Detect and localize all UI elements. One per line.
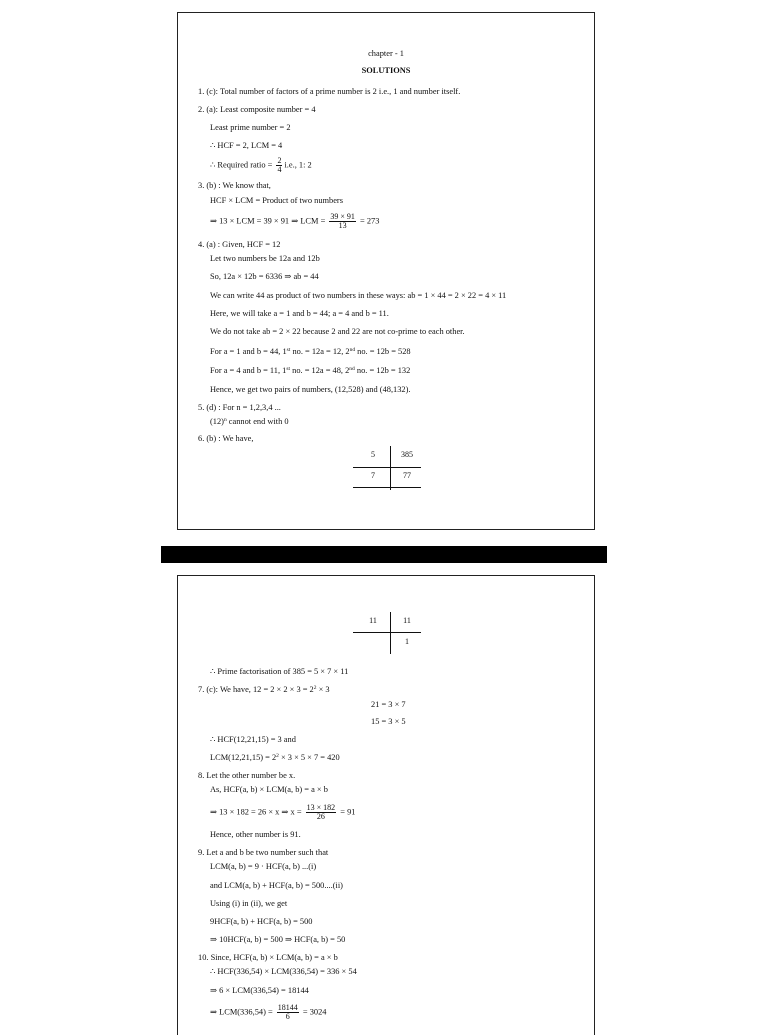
- text-part: (12): [210, 417, 224, 426]
- solution-10-line-3: ⇒ 6 × LCM(336,54) = 18144: [210, 986, 309, 995]
- solution-7-line-3: 15 = 3 × 5: [371, 717, 406, 726]
- solution-4-line-3: So, 12a × 12b = 6336 ⇒ ab = 44: [210, 272, 319, 281]
- solution-2-line-3: ∴ HCF = 2, LCM = 4: [210, 141, 283, 150]
- solution-3-line-1: 3. (b) : We know that,: [198, 181, 271, 190]
- solution-10-line-2: ∴ HCF(336,54) × LCM(336,54) = 336 × 54: [210, 967, 357, 976]
- solution-page-1: [177, 12, 595, 530]
- solution-2-line-4: [210, 157, 312, 174]
- solutions-heading: SOLUTIONS: [361, 66, 411, 75]
- dividend-cell: 385: [401, 450, 413, 459]
- solution-9-line-2: LCM(a, b) = 9 · HCF(a, b) ...(i): [210, 862, 317, 871]
- text-part: no. = 12a = 12, 2: [290, 347, 350, 356]
- solution-6-line-1: 6. (b) : We have,: [198, 434, 254, 443]
- x-fraction: [306, 804, 337, 821]
- superscript: st: [286, 347, 291, 353]
- lcm-fraction: [329, 213, 356, 230]
- solution-3-line-2: HCF × LCM = Product of two numbers: [210, 196, 343, 205]
- solution-9-line-3: and LCM(a, b) + HCF(a, b) = 500....(ii): [210, 881, 343, 890]
- solution-7-line-5: [210, 753, 340, 763]
- solution-8-line-1: 8. Let the other number be x.: [198, 771, 296, 780]
- prime-factorisation-line: ∴ Prime factorisation of 385 = 5 × 7 × 11: [210, 667, 349, 676]
- solution-7-line-4: ∴ HCF(12,21,15) = 3 and: [210, 735, 296, 744]
- solution-9-line-1: 9. Let a and b be two number such that: [198, 848, 329, 857]
- chapter-label: chapter - 1: [368, 49, 404, 58]
- table-rule: [353, 487, 421, 488]
- dividend-cell: 77: [403, 471, 411, 480]
- superscript: nd: [349, 347, 356, 353]
- dividend-cell: 1: [405, 637, 409, 646]
- text-part: × 3: [316, 685, 330, 694]
- text-part: = 91: [340, 807, 356, 817]
- divisor-cell: 7: [371, 471, 375, 480]
- solution-4-line-1: 4. (a) : Given, HCF = 12: [198, 240, 281, 249]
- fraction-numerator: 39 × 91: [330, 212, 355, 221]
- solution-4-line-8: [210, 366, 410, 376]
- text-part: no. = 12b = 528: [355, 347, 411, 356]
- solution-9-line-5: 9HCF(a, b) + HCF(a, b) = 500: [210, 917, 313, 926]
- lcm-fraction: [277, 1004, 299, 1021]
- fraction-denominator: 26: [316, 812, 325, 821]
- solution-4-line-2: Let two numbers be 12a and 12b: [210, 254, 320, 263]
- fraction-denominator: 4: [277, 165, 282, 174]
- text-part: no. = 12b = 132: [354, 366, 411, 375]
- solution-4-line-6: We do not take ab = 2 × 22 because 2 and 22 are not co-prime to each other.: [210, 327, 465, 336]
- text-part: cannot end with 0: [226, 417, 289, 426]
- text-part: × 3 × 5 × 7 = 420: [278, 753, 340, 762]
- solution-4-line-5: Here, we will take a = 1 and b = 44; a = 4 and b = 11.: [210, 309, 389, 318]
- table-rule: [353, 467, 421, 468]
- solution-9-line-4: Using (i) in (ii), we get: [210, 899, 288, 908]
- solution-4-line-4: We can write 44 as product of two numbers in these ways: ab = 1 × 44 = 2 × 22 = 4 × 11: [210, 291, 507, 300]
- solution-1: 1. (c): Total number of factors of a prime number is 2 i.e., 1 and number itself.: [198, 87, 461, 96]
- ratio-text: ∴ Required ratio =: [210, 160, 273, 170]
- divisor-cell: 5: [371, 450, 375, 459]
- text-part: For a = 1 and b = 44, 1: [210, 347, 287, 356]
- solution-2-line-2: Least prime number = 2: [210, 123, 291, 132]
- fraction-numerator: 18144: [277, 1003, 298, 1012]
- text-part: ⇒ LCM(336,54) =: [210, 1007, 273, 1017]
- solution-10-line-1: 10. Since, HCF(a, b) × LCM(a, b) = a × b: [198, 953, 338, 962]
- dividend-cell: 11: [403, 616, 411, 625]
- solution-8-line-2: As, HCF(a, b) × LCM(a, b) = a × b: [210, 785, 328, 794]
- lcm-result: = 273: [360, 216, 380, 226]
- divisor-cell: 11: [369, 616, 377, 625]
- solution-2-line-1: 2. (a): Least composite number = 4: [198, 105, 316, 114]
- solution-4-line-7: [210, 347, 411, 357]
- text-part: 7. (c): We have, 12 = 2 × 2 × 3 = 2: [198, 685, 314, 694]
- solution-5-line-2: [210, 417, 289, 427]
- solution-7-line-2: 21 = 3 × 7: [371, 700, 406, 709]
- superscript: nd: [349, 366, 355, 372]
- table-rule: [353, 632, 421, 633]
- solution-5-line-1: 5. (d) : For n = 1,2,3,4 ...: [198, 403, 281, 412]
- lcm-text: ⇒ 13 × LCM = 39 × 91 ⇒ LCM =: [210, 216, 326, 226]
- text-part: no. = 12a = 48, 2: [290, 366, 350, 375]
- ratio-result: i.e., 1: 2: [284, 160, 312, 170]
- solution-8-line-3: [210, 804, 355, 821]
- solution-3-line-3: [210, 213, 379, 230]
- solution-10-line-4: [210, 1004, 326, 1021]
- fraction-denominator: 6: [285, 1012, 290, 1021]
- superscript: 2: [313, 685, 317, 691]
- text-part: ⇒ 13 × 182 = 26 × x ⇒ x =: [210, 807, 302, 817]
- solution-4-line-9: Hence, we get two pairs of numbers, (12,528) and (48,132).: [210, 385, 411, 394]
- text-part: = 3024: [302, 1007, 327, 1017]
- solution-9-line-6: ⇒ 10HCF(a, b) = 500 ⇒ HCF(a, b) = 50: [210, 935, 346, 944]
- text-part: LCM(12,21,15) = 2: [210, 753, 277, 762]
- page-separator: [161, 546, 607, 563]
- fraction-numerator: 13 × 182: [306, 803, 336, 812]
- superscript: 2: [276, 753, 279, 759]
- fraction-numerator: 2: [277, 156, 282, 165]
- solution-page-2: [177, 575, 595, 1035]
- text-part: For a = 4 and b = 11, 1: [210, 366, 287, 375]
- fraction-denominator: 13: [338, 221, 347, 230]
- superscript: st: [286, 366, 291, 372]
- ratio-fraction: [276, 157, 282, 174]
- solution-8-line-4: Hence, other number is 91.: [210, 830, 301, 839]
- superscript: n: [223, 417, 227, 423]
- solution-7-line-1: [198, 685, 330, 695]
